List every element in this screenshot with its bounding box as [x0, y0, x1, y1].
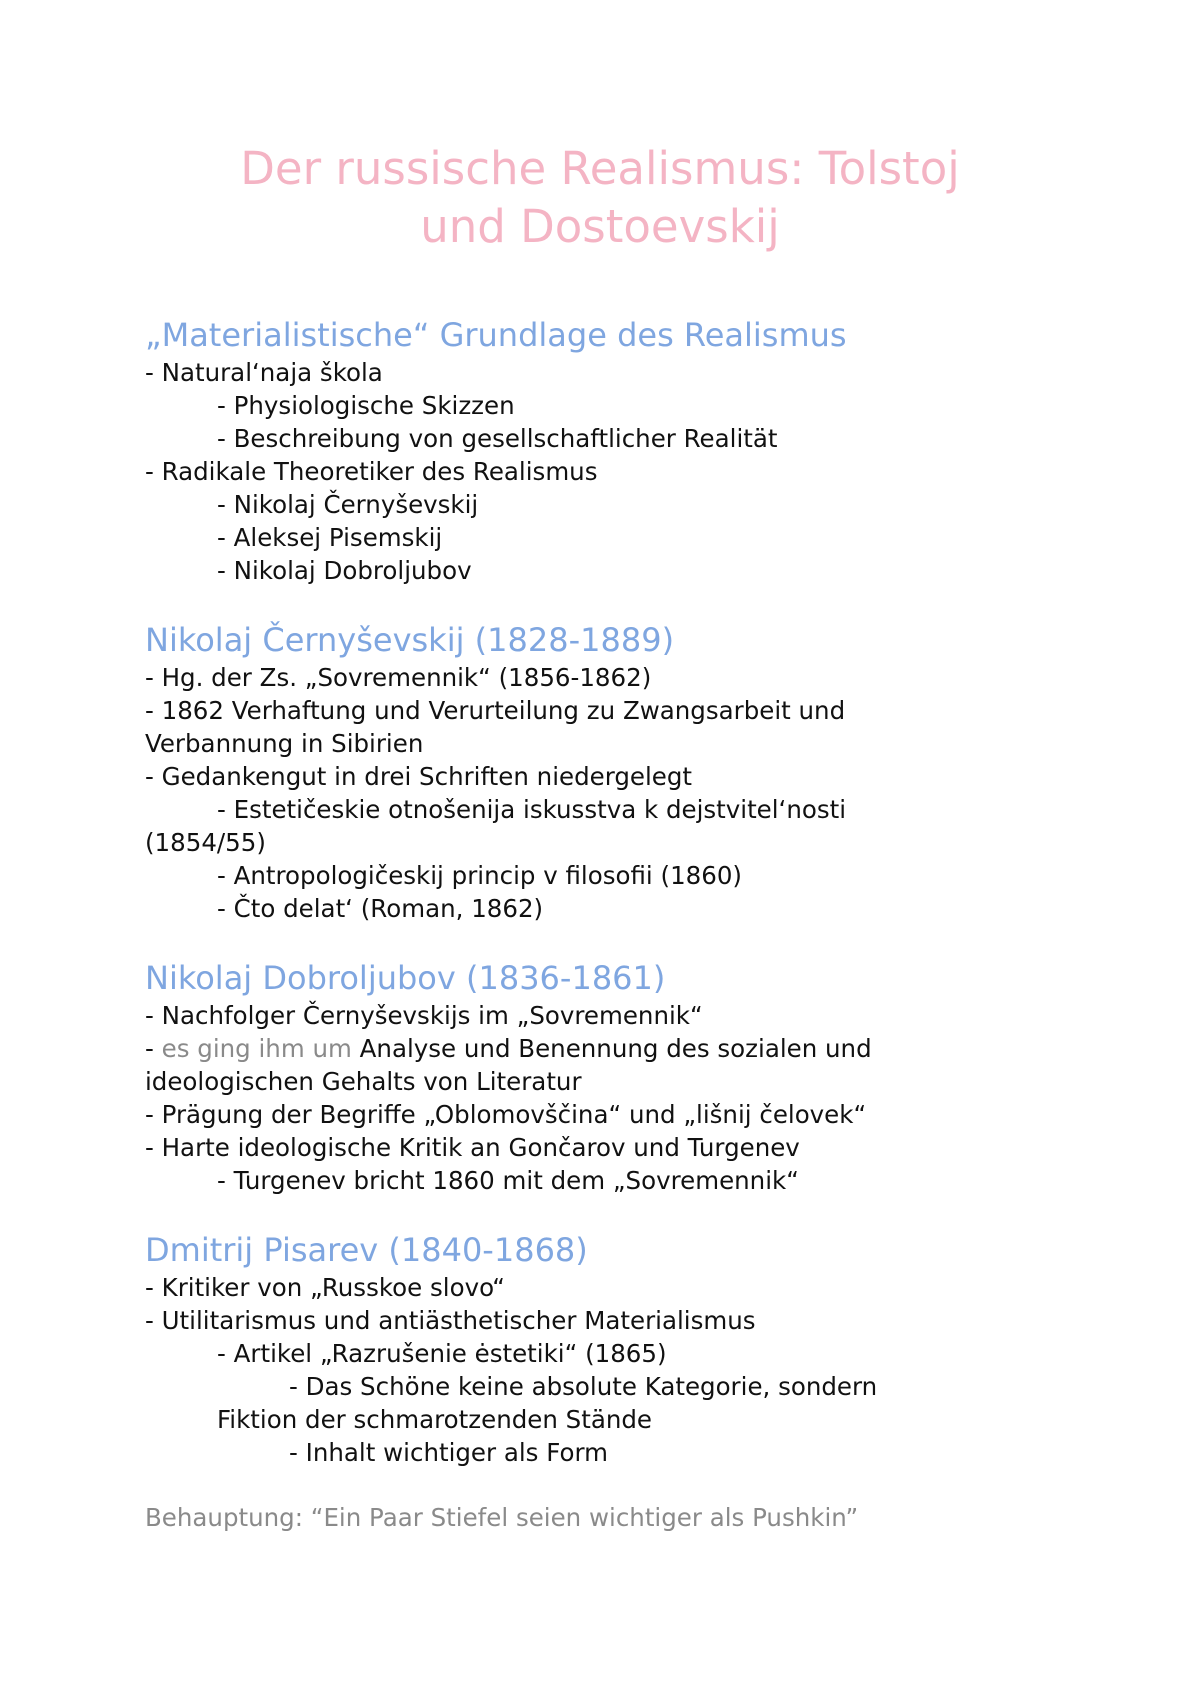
- section-heading: Dmitrij Pisarev (1840-1868): [145, 1231, 588, 1269]
- list-item-continuation: Fiktion der schmarotzenden Stände: [217, 1405, 653, 1434]
- list-item: - Gedankengut in drei Schriften niedergelegt: [145, 762, 693, 791]
- title-line-2: und Dostoevskij: [420, 200, 780, 253]
- title-line-1: Der russische Realismus: Tolstoj: [240, 142, 960, 195]
- list-item: - Physiologische Skizzen: [217, 391, 515, 420]
- list-item: - Kritiker von „Russkoe slovo“: [145, 1273, 505, 1302]
- section-heading: Nikolaj Dobroljubov (1836-1861): [145, 959, 666, 997]
- section-materialistische-grundlage: [145, 314, 1045, 587]
- list-item: - Estetičeskie otnošenija iskusstva k dejstvitel‘nosti: [217, 795, 847, 824]
- list-item: - Radikale Theoretiker des Realismus: [145, 457, 598, 486]
- list-item: - Turgenev bricht 1860 mit dem „Sovremennik“: [217, 1166, 799, 1195]
- list-item: [145, 1032, 1045, 1065]
- list-item: - Aleksej Pisemskij: [217, 523, 443, 552]
- list-item: - Natural‘naja škola: [145, 358, 383, 387]
- list-item: - Utilitarismus und antiästhetischer Materialismus: [145, 1306, 756, 1335]
- list-item: - Nikolaj Dobroljubov: [217, 556, 472, 585]
- list-item: - Inhalt wichtiger als Form: [289, 1438, 608, 1467]
- page-title: [120, 140, 1080, 256]
- spacer: [145, 1197, 1045, 1229]
- list-item: - Beschreibung von gesellschaftlicher Realität: [217, 424, 778, 453]
- list-item: - Das Schöne keine absolute Kategorie, sondern: [289, 1372, 878, 1401]
- section-dobroljubov: [145, 957, 1045, 1197]
- muted-phrase: es ging ihm um: [161, 1034, 352, 1063]
- section-heading: Nikolaj Černyševskij (1828-1889): [145, 621, 675, 659]
- list-item-continuation: ideologischen Gehalts von Literatur: [145, 1067, 582, 1096]
- list-item: - Artikel „Razrušenie ėstetiki“ (1865): [217, 1339, 667, 1368]
- list-item: - Harte ideologische Kritik an Gončarov und Turgenev: [145, 1133, 800, 1162]
- spacer: [145, 925, 1045, 957]
- list-item: - Nikolaj Černyševskij: [217, 490, 479, 519]
- list-item-continuation: Verbannung in Sibirien: [145, 729, 424, 758]
- list-item: - 1862 Verhaftung und Verurteilung zu Zwangsarbeit und: [145, 696, 846, 725]
- section-pisarev: [145, 1229, 1045, 1469]
- claim-text: Behauptung: “Ein Paar Stiefel seien wichtiger als Pushkin”: [145, 1503, 859, 1532]
- list-item-text: Analyse und Benennung des sozialen und: [351, 1034, 872, 1063]
- list-item-continuation: (1854/55): [145, 828, 266, 857]
- document-body: [145, 314, 1045, 1534]
- section-cernysevskij: [145, 619, 1045, 925]
- list-item: - Antropologičeskij princip v filosofii (1860): [217, 861, 742, 890]
- list-item: - Nachfolger Černyševskijs im „Sovremennik“: [145, 1001, 703, 1030]
- list-item: - Čto delat‘ (Roman, 1862): [217, 894, 544, 923]
- list-dash: -: [145, 1034, 162, 1063]
- spacer: [145, 1469, 1045, 1501]
- list-item: - Prägung der Begriffe „Oblomovščina“ und „lišnij čelovek“: [145, 1100, 867, 1129]
- section-heading: „Materialistische“ Grundlage des Realismus: [145, 316, 847, 354]
- list-item: - Hg. der Zs. „Sovremennik“ (1856-1862): [145, 663, 652, 692]
- spacer: [145, 587, 1045, 619]
